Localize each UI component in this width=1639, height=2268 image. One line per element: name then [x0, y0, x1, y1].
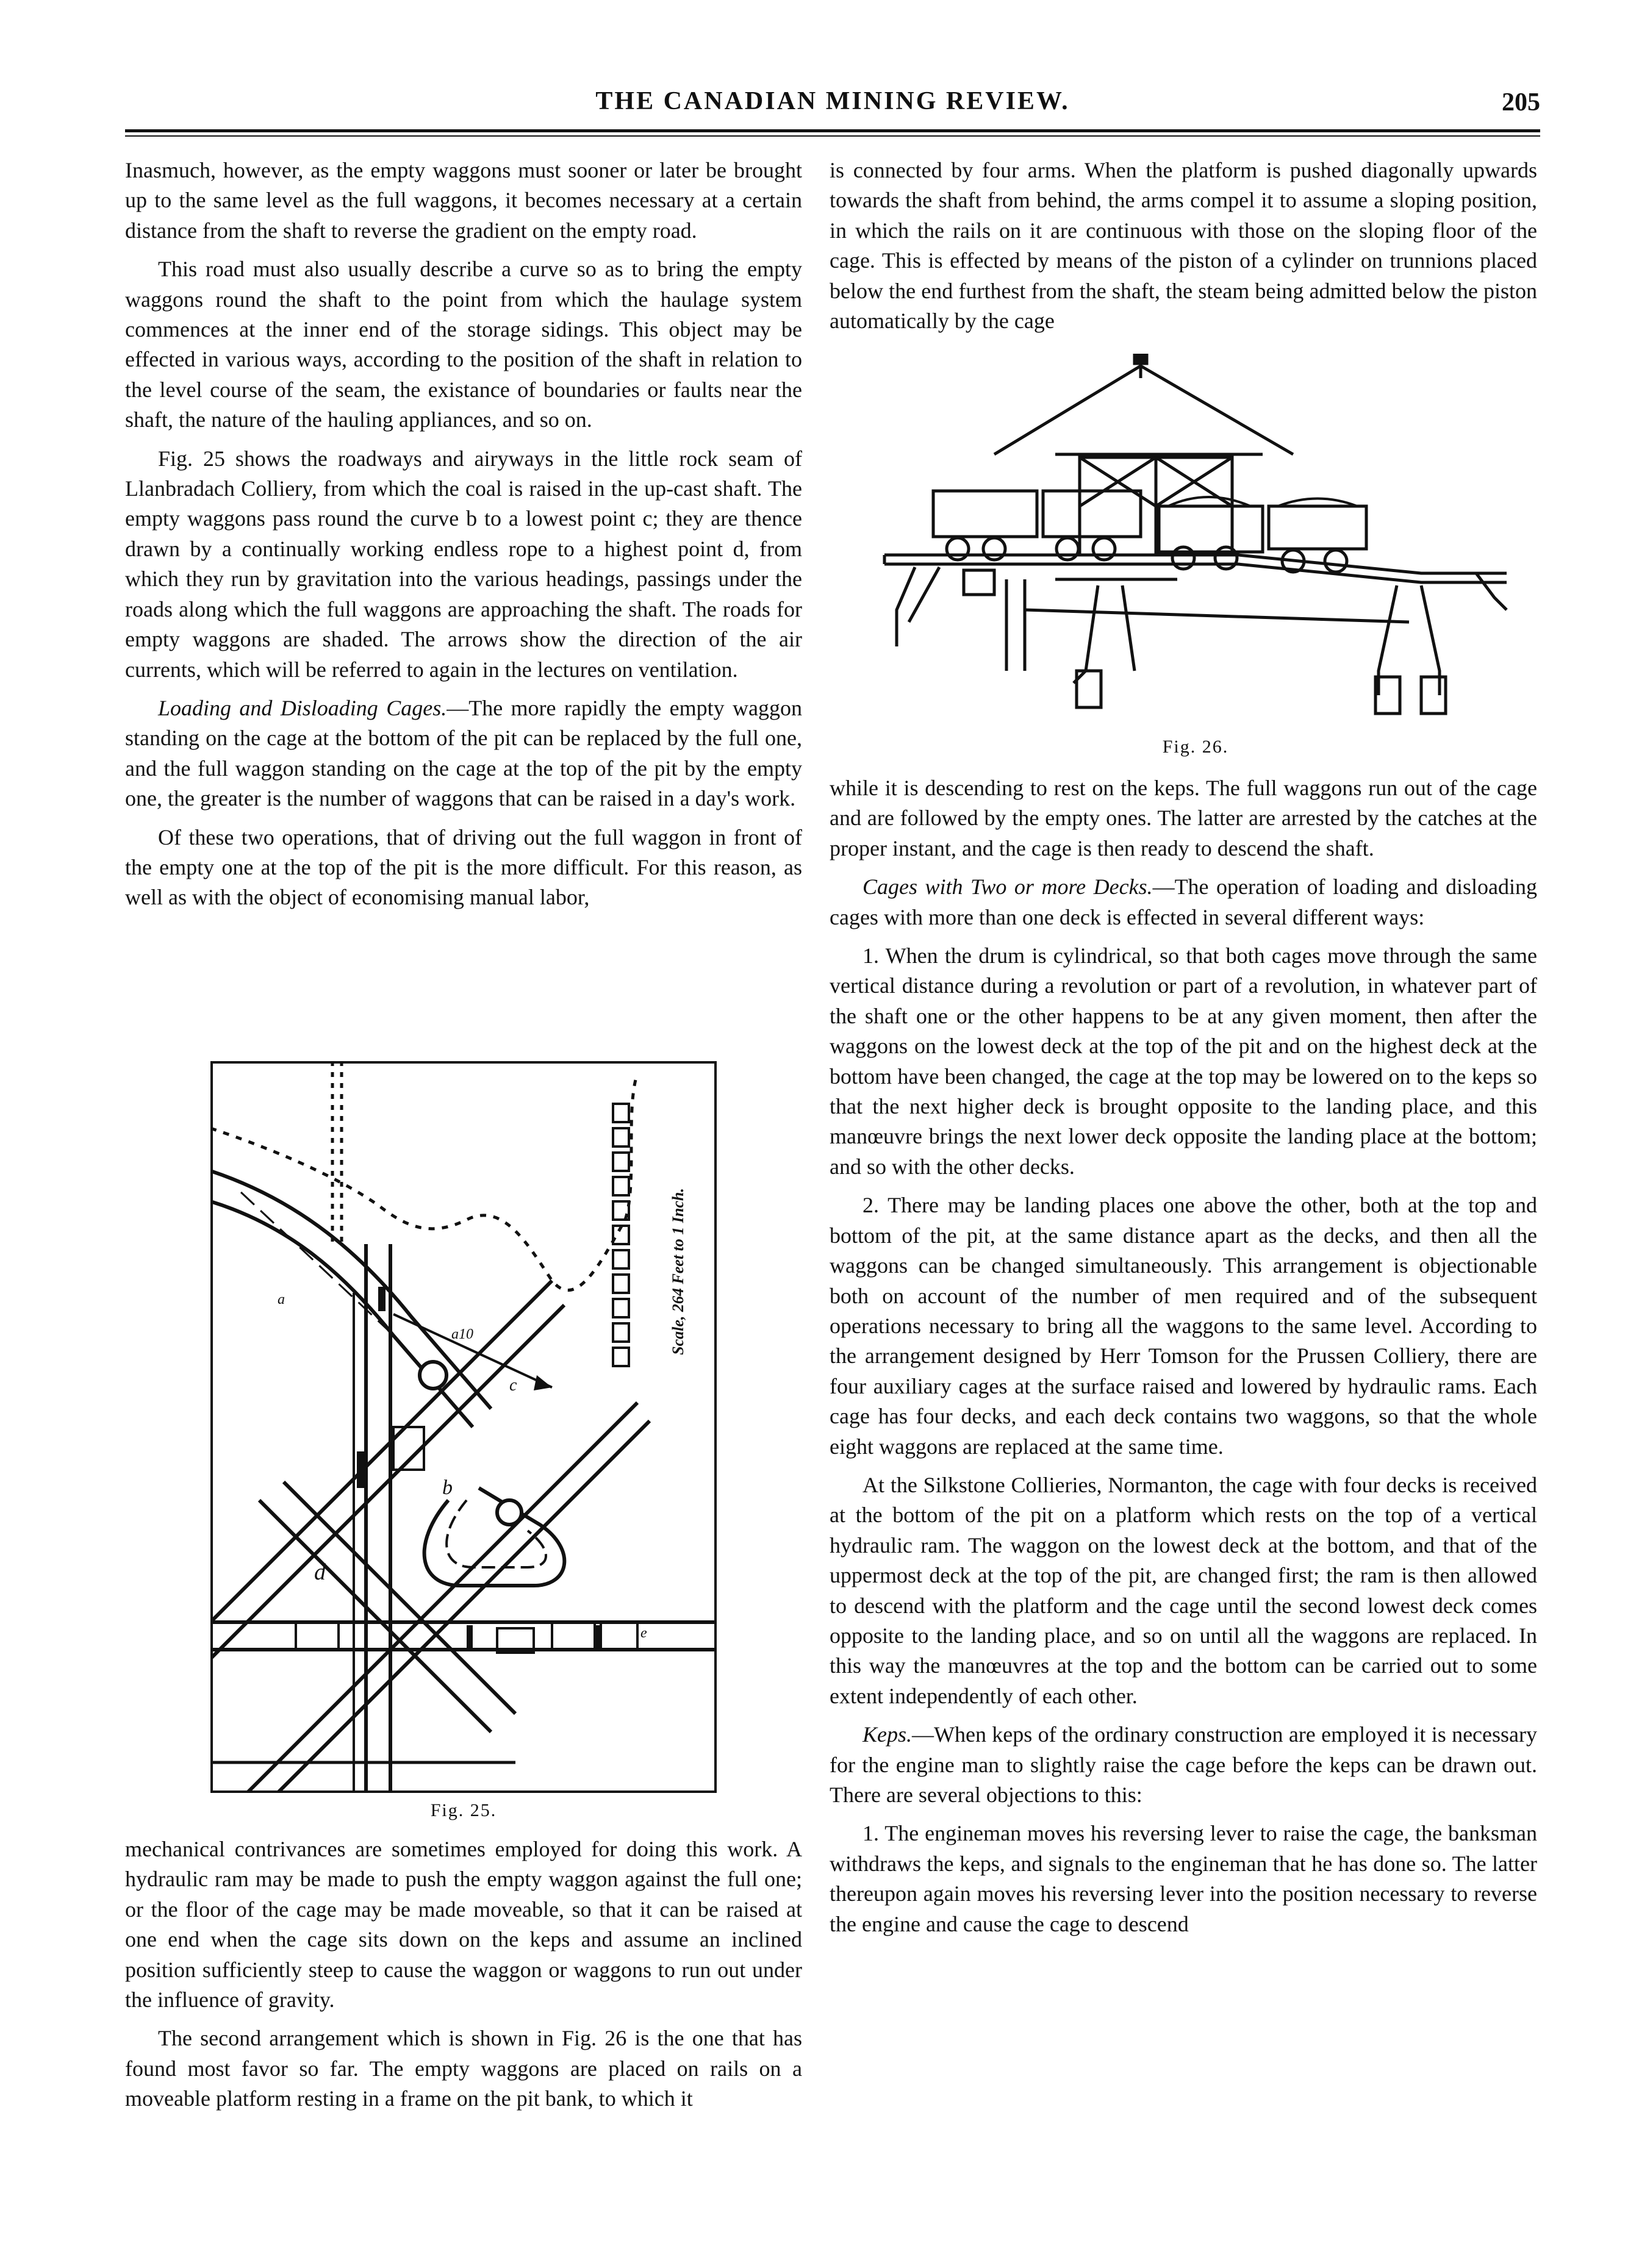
figure-25-drawing: [210, 1061, 717, 1793]
paragraph: At the Silkstone Collieries, Normanton, the cage with four decks is received at the bottom of the pit on a platform which rests on the top of a vertical hydraulic ram. The waggon on the lowest deck at the bottom, and that of the uppermost deck at the top of the pit, are changed first; the ram is then allowed to descend with the platform and the cage until the second lowest deck comes opposite to the landing place, and so on until all the waggons are replaced. In this way the manœuvres at the top and the bottom can be carried out to some extent independently of each other.: [830, 1472, 1537, 1708]
header-rule-thin: [125, 135, 1540, 137]
figure-26-cage-platform: [872, 354, 1519, 744]
right-column-upper: [830, 156, 1537, 345]
paragraph: mechanical contrivances are sometimes employed for doing this work. A hydraulic ram may be made to push the empty waggon against the full one; or the floor of the cage may be made moveable, so that it can be raised at one end when the cage sits down on the keps and assume an inclined position sufficiently steep to cause the waggon or waggons to run out under the influence of gravity.: [125, 1837, 802, 2012]
paragraph: This road must also usually describe a curve so as to bring the empty waggons round the shaft to the point from which the haulage system commences at the inner end of the storage sidings. This object may be effected in various ways, according to the position of the shaft in relation to the level course of the seam, the existance of boundaries or faults near the shaft, the nature of the hauling appliances, and so on.: [125, 257, 802, 432]
label-d: d: [314, 1559, 326, 1585]
figure-26-caption: Fig. 26.: [1162, 737, 1229, 757]
paragraph: while it is descending to rest on the keps. The full waggons run out of the cage and are followed by the empty ones. The latter are arrested by the catches at the proper instant, and the cage is then ready to descend the shaft.: [830, 776, 1537, 860]
label-a: a: [278, 1292, 285, 1307]
paragraph: is connected by four arms. When the platform is pushed diagonally upwards towards the shaft from behind, the arms compel it to assume a sloping position, in which the rails on it are continuous with those on the sloping floor of the cage. This is effected by means of the piston of a cylinder on trunnions placed below the end furthest from the shaft, the steam being admitted below the piston automatically by the cage: [830, 158, 1537, 334]
section-heading: Keps.: [863, 1722, 912, 1747]
paragraph: The second arrangement which is shown in Fig. 26 is the one that has found most favor so far. The empty waggons are placed on rails on a moveable platform resting in a frame on the pit bank, to which it: [125, 2026, 802, 2111]
paragraph: 1. When the drum is cylindrical, so that both cages move through the same vertical distance during a revolution or part of a revolution, in whatever part of the shaft one or the other happens to be at any given moment, then after the waggons on the lowest deck at the top of the pit and on the highest deck at the bottom have been changed, the cage at the top may be lowered on to the keps so that the next higher deck is brought opposite to the landing place, and this manœuvre brings the next lower deck opposite the landing place at the bottom; and so with the other decks.: [830, 943, 1537, 1179]
paragraph: [125, 693, 802, 814]
figure-25-caption: Fig. 25.: [430, 1800, 497, 1820]
paragraph: [830, 1720, 1537, 1810]
figure-25-scale: Scale, 264 Feet to 1 Inch.: [669, 1188, 687, 1355]
figure-25-roadway-map: [210, 1061, 717, 1793]
right-column-lower: [830, 773, 1537, 1948]
left-column-lower: [125, 1834, 802, 2123]
header-rule-thick: [125, 129, 1540, 132]
left-column-upper: [125, 156, 802, 921]
paragraph-text: —When keps of the ordinary construction are employed it is necessary for the engine man to slightly raise the cage before the keps can be drawn out. There are several objections to this:: [830, 1722, 1537, 1807]
label-e: e: [640, 1625, 647, 1641]
paragraph: Fig. 25 shows the roadways and airyways in the little rock seam of Llanbradach Colliery, from which the coal is raised in the up-cast shaft. The empty waggons pass round the curve b to a lowest point c; they are thence drawn by a continually working endless rope to a highest point d, from which they run by gravitation into the various headings, passings under the roads along which the full waggons are approaching the shaft. The roads for empty waggons are shaded. The arrows show the direction of the air currents, which will be referred to again in the lectures on ventilation.: [125, 446, 802, 682]
page-header: [125, 80, 1540, 124]
label-b: b: [442, 1476, 453, 1499]
journal-title: THE CANADIAN MINING REVIEW.: [595, 87, 1070, 115]
section-heading: Loading and Disloading Cages.: [158, 695, 447, 720]
label-c: c: [509, 1376, 517, 1395]
section-heading: Cages with Two or more Decks.: [863, 875, 1153, 900]
paragraph-text: —The operation of loading and disloading cages with more than one deck is effected in several different ways:: [830, 875, 1537, 929]
paragraph: [830, 872, 1537, 932]
paragraph: 1. The engineman moves his reversing lever to raise the cage, the banksman withdraws the keps, and signals to the engineman that he has done so. The latter thereupon again moves his reversing lever into the position necessary to reverse the engine and cause the cage to descend: [830, 1821, 1537, 1936]
paragraph: Of these two operations, that of driving out the full waggon in front of the empty one at the top of the pit is the more difficult. For this reason, as well as with the object of economising manual labor,: [125, 825, 802, 910]
figure-26-drawing: [872, 354, 1519, 744]
page-number: 205: [1502, 88, 1540, 116]
paragraph: Inasmuch, however, as the empty waggons must sooner or later be brought up to the same level as the full waggons, it becomes necessary at a certain distance from the shaft to reverse the gradient on the empty road.: [125, 158, 802, 243]
paragraph: 2. There may be landing places one above the other, both at the top and bottom of the pit, at the same distance apart as the decks, and then all the waggons can be changed simultaneously. This arrangement is objectionable both on account of the number of men required and of the subsequent operations necessary to bring all the waggons to the same level. According to the arrangement designed by Herr Tomson for the Prussen Colliery, there are four auxiliary cages at the surface raised and lowered by hydraulic rams. Each cage has four decks, and each deck contains two waggons, so that the whole eight waggons are replaced at the same time.: [830, 1193, 1537, 1459]
paragraph-text: —The more rapidly the empty waggon standing on the cage at the bottom of the pit can be replaced by the full one, and the full waggon standing on the cage at the top of the pit by the empty one, the greater is the number of waggons that can be raised in a day's work.: [125, 695, 802, 811]
label-a10: a10: [451, 1326, 473, 1342]
